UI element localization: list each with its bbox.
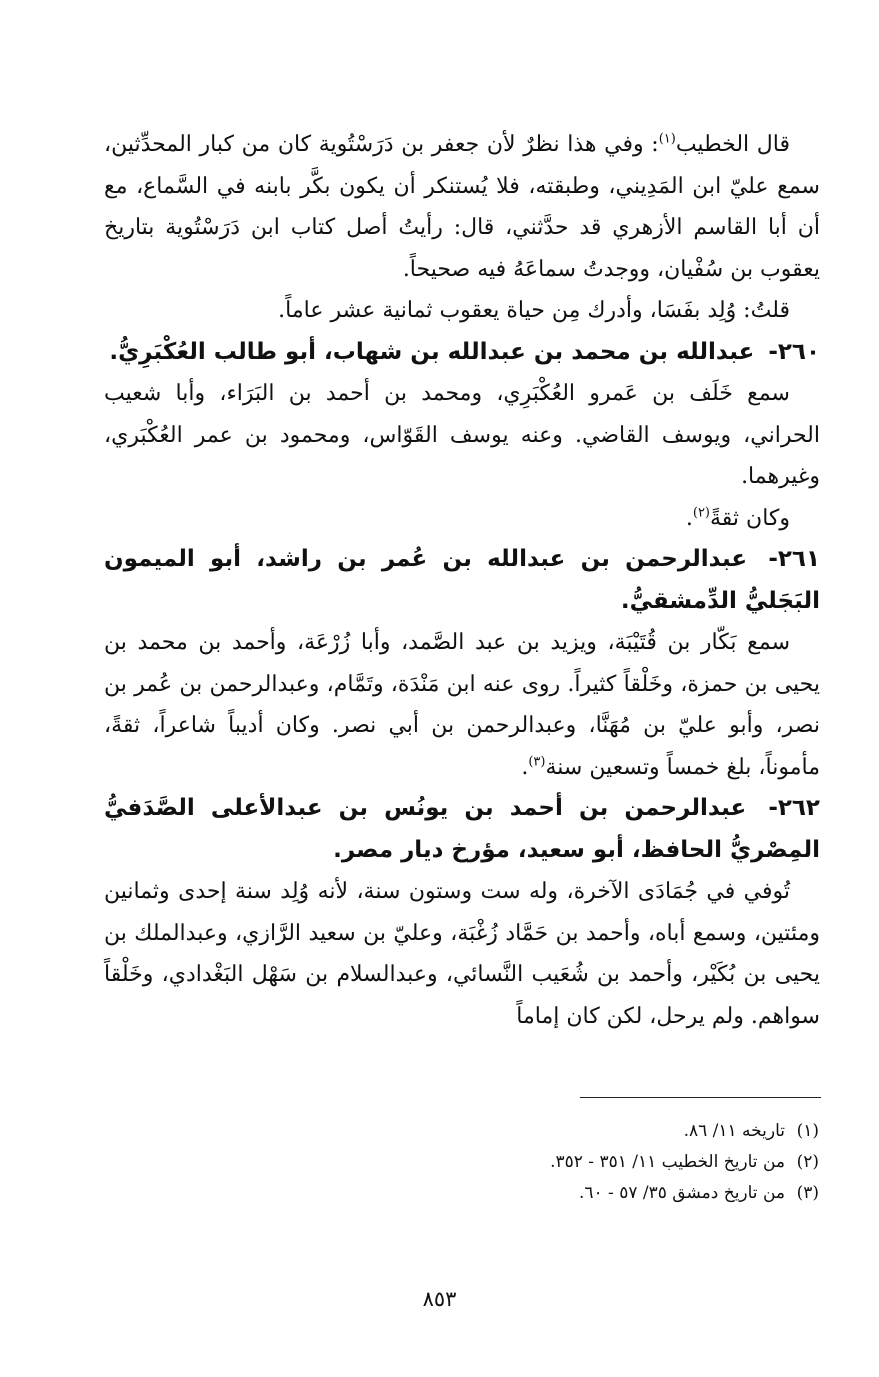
entry-number: ٢٦١-	[768, 546, 820, 572]
footnote-text: من تاريخ الخطيب ١١/ ٣٥١ - ٣٥٢.	[550, 1152, 785, 1172]
paragraph-text: .	[521, 754, 529, 780]
footnotes	[221, 1116, 821, 1209]
footnote-marker: (٢)	[796, 1152, 819, 1172]
paragraph-text: سمع بَكّار بن قُتَيْبَة، ويزيد بن عبد الصَّمد، وأبا زُرْعَة، وأحمد بن محمد بن يحيى بن حمزة، وخَلْقاً كثيراً. روى عنه ابن مَنْدَة، وتَمَّام، وعبدالرحمن بن عُمر بن نصر، وأبو عليّ بن مُهَنَّا، وعبدالرحمن بن أبي نصر. وكان أديباً شاعراً، ثقةً، مأموناً، بلغ خمساً وتسعين سنة	[104, 630, 820, 780]
footnote-reference: (٣)	[528, 754, 546, 770]
entry-heading-262	[104, 788, 820, 871]
entry-title: عبدالله بن محمد بن عبدالله بن شهاب، أبو طالب العُكْبَرِيُّ.	[109, 338, 755, 365]
footnote-divider	[580, 1097, 821, 1098]
entry-title: عبدالرحمن بن أحمد بن يونُس بن عبدالأعلى الصَّدَفيُّ المِصْريُّ الحافظ، أبو سعيد، مؤرخ ديار مصر.	[104, 795, 820, 863]
footnote-item	[221, 1116, 821, 1147]
footnote-text: تاريخه ١١/ ٨٦.	[683, 1121, 785, 1141]
paragraph-text: .	[685, 505, 693, 531]
entry-title: عبدالرحمن بن عبدالله بن عُمر بن راشد، أبو الميمون البَجَليُّ الدِّمشقيُّ.	[104, 546, 820, 614]
footnote-item	[221, 1147, 821, 1178]
entry-number: ٢٦٠-	[768, 338, 820, 365]
paragraph-author-note: قلتُ: وُلِد بفَسَا، وأدرك مِن حياة يعقوب ثمانية عشر عاماً.	[278, 298, 790, 323]
paragraph-khatib-quote	[104, 124, 820, 290]
entry-heading-261	[104, 539, 820, 622]
paragraph-text: : وفي هذا نظرٌ لأن جعفر بن دَرَسْتُوية كان من كبار المحدِّثين، سمع عليّ ابن المَدِيني، وطبقته، فلا يُستنكر أن يكون بكَّر بابنه في السَّماع، مع أن أبا القاسم الأزهري قد حدَّثني، قال: رأيتُ أصل كتاب ابن دَرَسْتُوية بتاريخ يعقوب بن سُفْيان، ووجدتُ سماعَهُ فيه صحيحاً.	[104, 132, 820, 282]
footnote-reference: (٢)	[692, 505, 710, 521]
paragraph-text: وكان ثقةً	[710, 505, 790, 531]
footnote-marker: (٣)	[796, 1183, 819, 1203]
entry-number: ٢٦٢-	[768, 795, 820, 821]
footnote-text: من تاريخ دمشق ٣٥/ ٥٧ - ٦٠.	[578, 1183, 785, 1203]
footnote-marker: (١)	[796, 1121, 819, 1141]
paragraph-entry-260: سمع خَلَف بن عَمرو العُكْبَرِي، ومحمد بن أحمد بن البَرَاء، وأبا شعيب الحراني، ويوسف القاضي. وعنه يوسف القَوّاس، ومحمود بن عمر العُكْبَري، وغيرهما.	[104, 381, 820, 489]
paragraph-entry-262: تُوفي في جُمَادَى الآخرة، وله ست وستون سنة، لأنه وُلِد سنة إحدى وثمانين ومئتين، وسمع أباه، وأحمد بن حَمَّاد زُغْبَة، وعليّ بن سعيد الرَّازي، وعبدالملك بن يحيى بن بُكَيْر، وأحمد بن شُعَيب النَّسائي، وعبدالسلام بن سَهْل البَغْدادي، وخَلْقاً سواهم. ولم يرحل، لكن كان إماماً	[104, 879, 820, 1029]
page-number: ٨٥٣	[422, 1287, 457, 1311]
main-text	[104, 124, 820, 1037]
footnote-item	[221, 1178, 821, 1209]
footnote-reference: (١)	[658, 131, 676, 147]
paragraph-entry-260-grade	[104, 498, 820, 540]
paragraph-entry-261	[104, 622, 820, 788]
entry-heading-260	[104, 332, 820, 374]
paragraph-text: قال الخطيب	[675, 132, 790, 157]
